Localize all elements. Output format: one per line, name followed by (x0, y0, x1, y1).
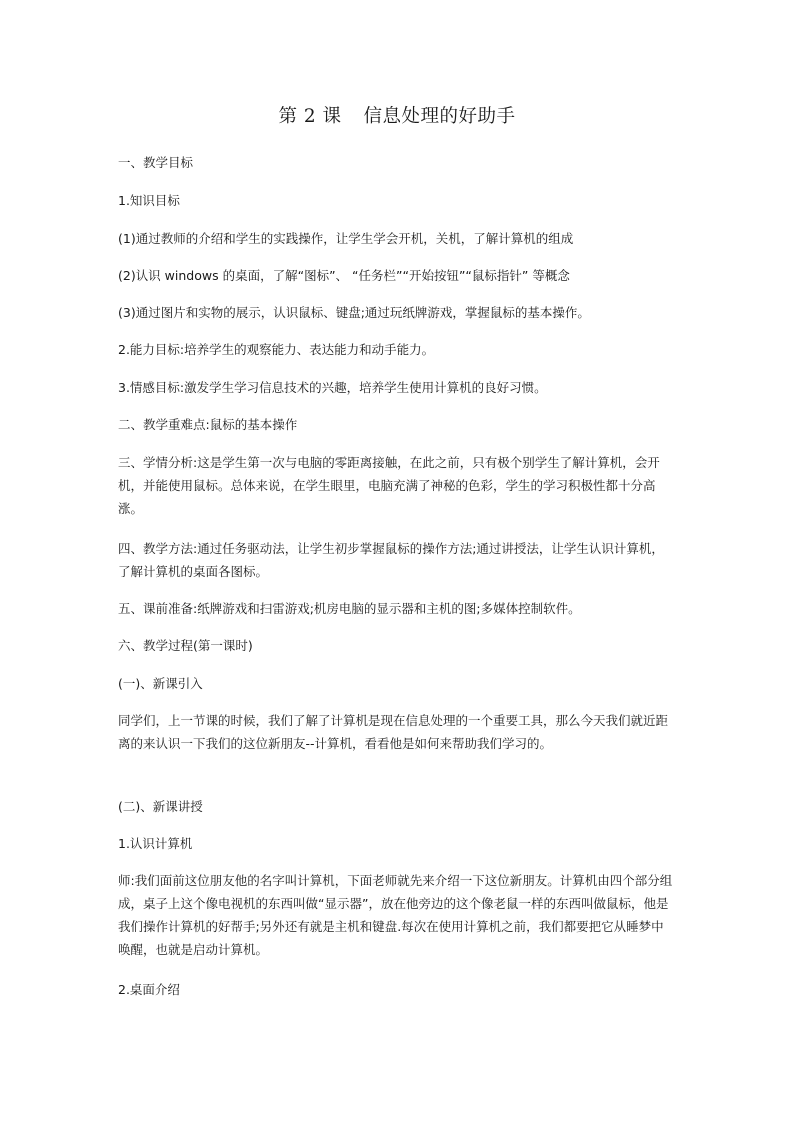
learner-analysis-paragraph: 三、学情分析:这是学生第一次与电脑的零距离接触，在此之前，只有极个别学生了解计算机，会开机，并能使用鼠标。总体来说，在学生眼里，电脑充满了神秘的色彩，学生的学习积极性都十分高涨。 (118, 455, 660, 516)
topic-heading-know-computer: 1.认识计算机 (118, 836, 193, 851)
knowledge-goal-item-1: (1)通过教师的介绍和学生的实践操作，让学生学会开机，关机，了解计算机的组成 (118, 231, 574, 246)
topic-heading-desktop: 2.桌面介绍 (118, 982, 180, 997)
introduction-paragraph: 同学们，上一节课的时候，我们了解了计算机是现在信息处理的一个重要工具，那么今天我们就近距离的来认识一下我们的这位新朋友--计算机，看看他是如何来帮助我们学习的。 (118, 713, 669, 751)
ability-goal: 2.能力目标:培养学生的观察能力、表达能力和动手能力。 (118, 342, 435, 357)
knowledge-goal-item-2: (2)认识 windows 的桌面，了解“图标”、 “任务栏”“开始按钮”“鼠标指针” 等概念 (118, 268, 570, 283)
section-heading-teaching-process: 六、教学过程(第一课时) (118, 638, 253, 653)
emotion-goal: 3.情感目标:激发学生学习信息技术的兴趣，培养学生使用计算机的良好习惯。 (118, 380, 547, 395)
teaching-method-paragraph: 四、教学方法:通过任务驱动法，让学生初步掌握鼠标的操作方法;通过讲授法，让学生认识计算机，了解计算机的桌面各图标。 (118, 541, 664, 579)
title-lesson-name: 信息处理的好助手 (363, 106, 516, 127)
knowledge-goal-heading: 1.知识目标 (118, 193, 180, 208)
section-heading-teaching-goals: 一、教学目标 (118, 155, 194, 170)
page-title (0, 104, 794, 130)
preparation-paragraph: 五、课前准备:纸牌游戏和扫雷游戏;机房电脑的显示器和主机的图;多媒体控制软件。 (118, 601, 581, 616)
knowledge-goal-item-3: (3)通过图片和实物的展示，认识鼠标、键盘;通过玩纸牌游戏，掌握鼠标的基本操作。 (118, 305, 590, 320)
section-heading-key-points: 二、教学重难点:鼠标的基本操作 (118, 417, 298, 432)
subsection-heading-introduction: (一)、新课引入 (118, 676, 203, 691)
title-lesson-number: 第 2 课 (278, 106, 342, 127)
know-computer-paragraph: 师:我们面前这位朋友他的名字叫计算机，下面老师就先来介绍一下这位新朋友。计算机由四个部分组成，桌子上这个像电视机的东西叫做“显示器”，放在他旁边的这个像老鼠一样的东西叫做鼠标，他是我们操作计算机的好帮手;另外还有就是主机和键盘.每次在使用计算机之前，我们都要把它从睡梦中唤醒，也就是启动计算机。 (118, 873, 673, 957)
subsection-heading-new-lesson: (二)、新课讲授 (118, 799, 203, 814)
